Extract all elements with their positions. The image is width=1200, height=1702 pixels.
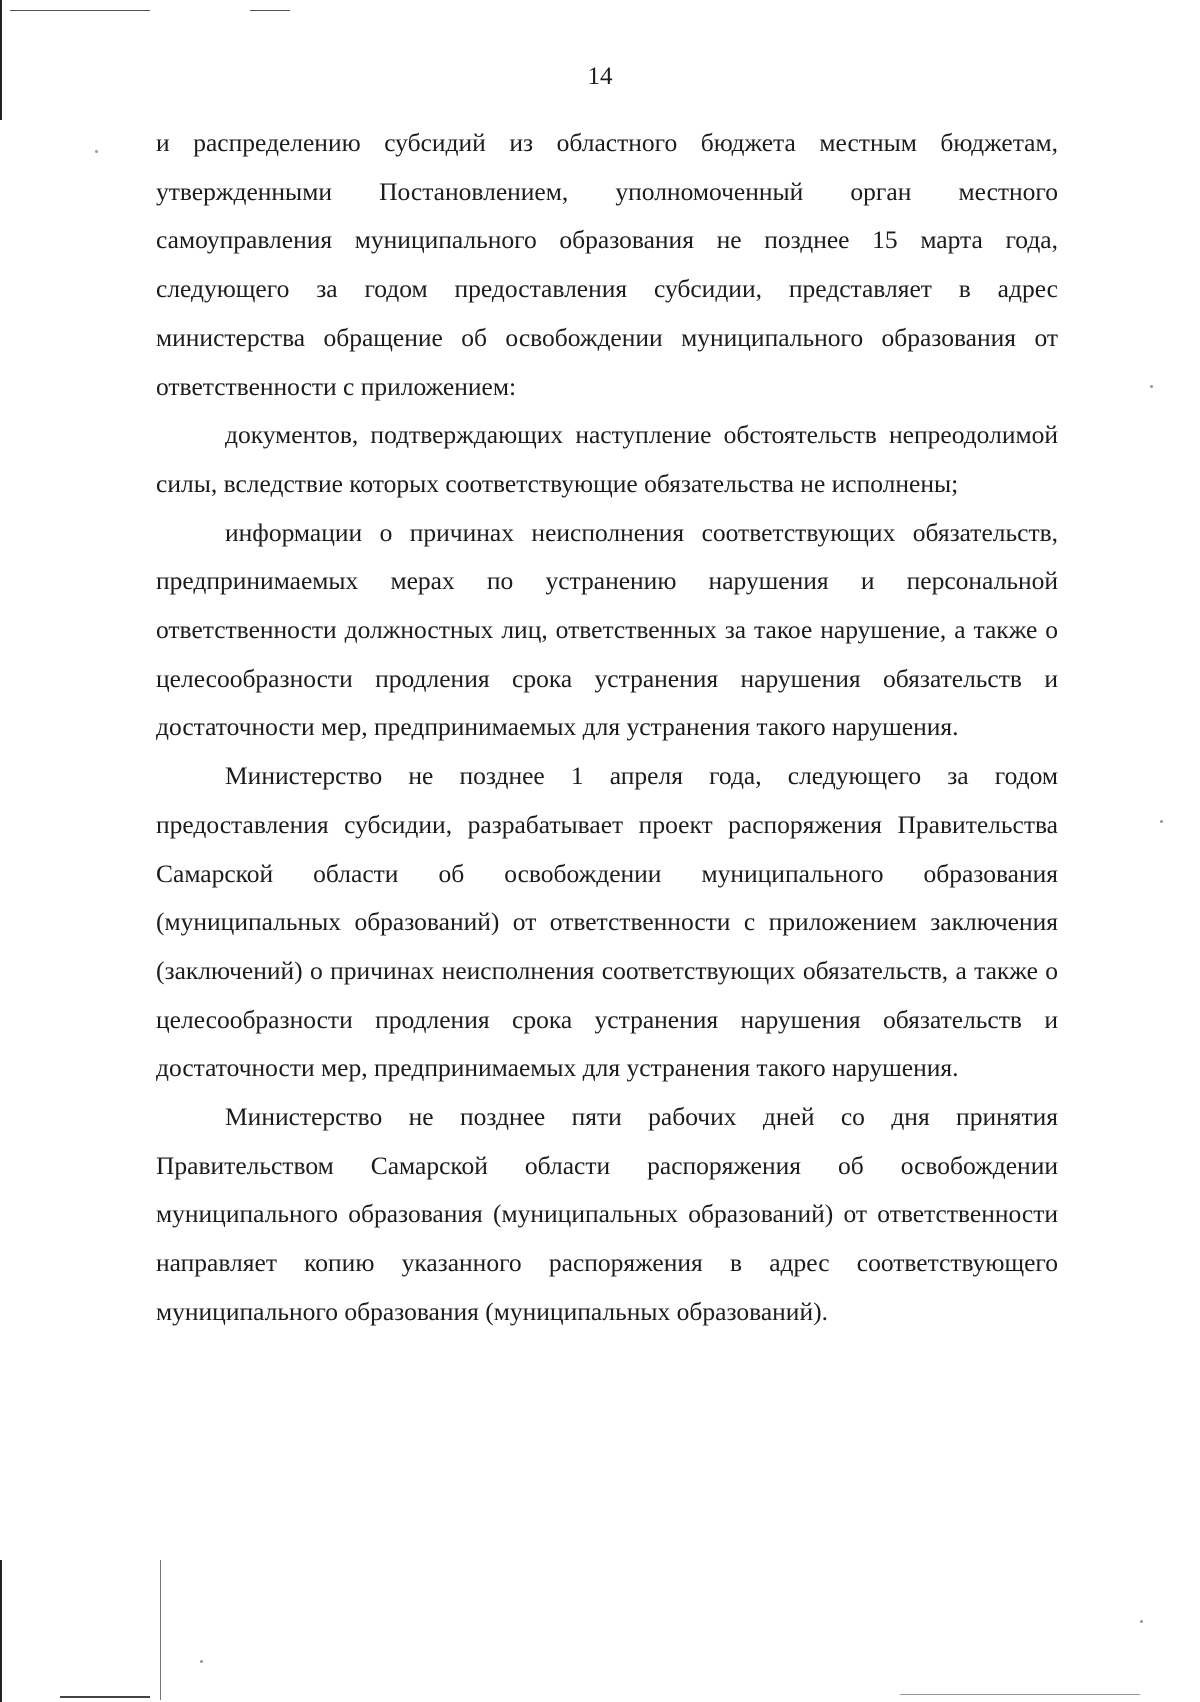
scan-margin-line-bottom <box>0 1560 2 1702</box>
scan-left-tick <box>160 1560 161 1700</box>
scan-top-dash <box>10 10 150 11</box>
scan-margin-line-top <box>0 0 2 120</box>
scan-bottom-dash <box>60 1696 150 1698</box>
page-number: 14 <box>587 63 613 90</box>
scan-speck <box>1160 820 1163 823</box>
paragraph-continuation: и распределению субсидий из областного бюджета местным бюджетам, утвержденными Постановлением, уполномоченный орган местного самоуправления муниципального образования не позднее 15 марта года, следующего за годом предоставления субсидии, представляет в адрес министерства обращение об освобождении муниципального образования от ответственности с приложением: <box>156 128 1058 401</box>
scan-speck <box>200 1660 203 1663</box>
scan-speck <box>95 150 98 153</box>
paragraph-ministry-draft: Министерство не позднее 1 апреля года, следующего за годом предоставления субсидии, разрабатывает проект распоряжения Правительства Самарской области об освобождении муниципального образования (муниципальных образований) от ответственности с приложением заключения (заключений) о причинах неисполнения соответствующих обязательств, а также о целесообразности продления срока устранения нарушения обязательств и достаточности мер, предпринимаемых для устранения такого нарушения. <box>156 761 1058 1083</box>
paragraph-information: информации о причинах неисполнения соответствующих обязательств, предпринимаемых мерах по устранению нарушения и персональной ответственности должностных лиц, ответственных за такое нарушение, а также о целесообразности продления срока устранения нарушения обязательств и достаточности мер, предпринимаемых для устранения такого нарушения. <box>156 517 1058 742</box>
document-body <box>156 119 1058 1337</box>
paragraph-ministry-copy: Министерство не позднее пяти рабочих дней со дня принятия Правительством Самарской области распоряжения об освобождении муниципального образования (муниципальных образований) от ответственности направляет копию указанного распоряжения в адрес соответствующего муниципального образования (муниципальных образований). <box>156 1102 1058 1326</box>
scan-speck <box>1140 1620 1143 1623</box>
paragraph-documents: документов, подтверждающих наступление обстоятельств непреодолимой силы, вследствие которых соответствующие обязательства не исполнены; <box>156 420 1058 498</box>
scan-bottom-right-dash <box>900 1694 1140 1695</box>
scan-speck <box>1150 385 1153 388</box>
scan-top-dash-2 <box>250 10 290 11</box>
